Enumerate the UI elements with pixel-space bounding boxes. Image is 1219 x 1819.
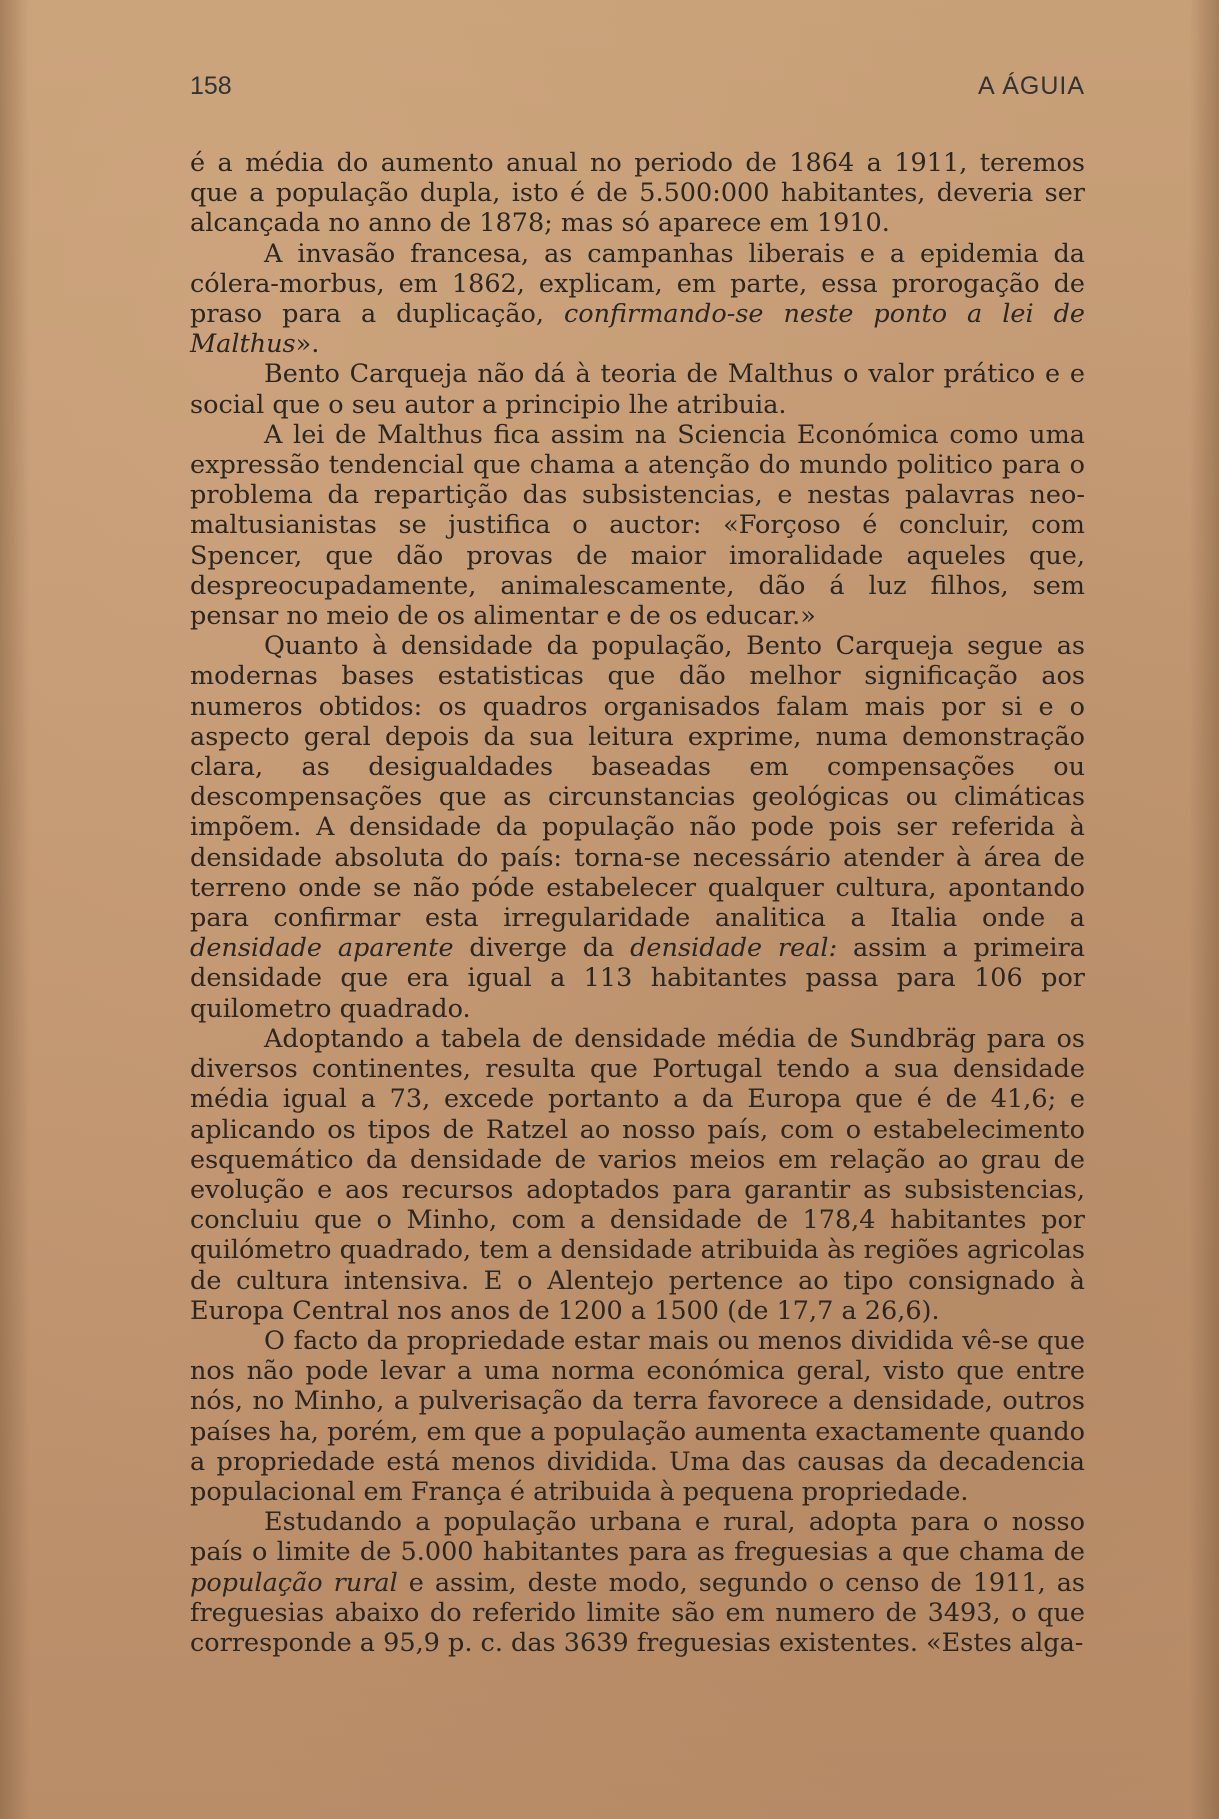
italic-segment: população rural [190, 1567, 398, 1598]
italic-segment: densidade aparente [190, 933, 454, 964]
text-segment: diverge da [453, 933, 631, 964]
paragraph [190, 1024, 1085, 1326]
text-segment: Bento Carqueja não dá à teoria de Malthus o valor prático e e social que o seu autor a principio lhe atribuia. [190, 359, 1085, 420]
page-number: 158 [190, 72, 232, 100]
text-segment: assim a primeira densidade que era igual a 113 habitantes passa para 106 por quilometro quadrado. [190, 933, 1085, 1024]
text-segment: Quanto à densidade da população, Bento Carqueja segue as modernas bases estatisticas que dão melhor significação aos numeros obtidos: os quadros organisados falam mais por si e o aspecto geral depois da sua leitura exprime, numa demonstração clara, as desigualdades baseadas em compensações ou descompensações que as circunstancias geológicas ou climáticas impõem. A densidade da população não pode pois ser referida à densidade absoluta do país: torna-se necessário atender à área de terreno onde se não póde estabelecer qualquer cultura, apontando para confirmar esta irregularidade analitica a Italia onde a [190, 631, 1085, 934]
paragraph [190, 148, 1085, 239]
scan-edge-left [0, 0, 30, 1819]
body-text [190, 148, 1085, 1658]
paragraph [190, 1326, 1085, 1507]
text-segment: A invasão francesa, as campanhas liberais e a epidemia da cólera-morbus, em 1862, explicam, em parte, essa prorogação de praso para a duplicação, [190, 238, 1085, 330]
text-segment: e assim, deste modo, segundo o censo de 1911, as freguesias abaixo do referido limite são em numero de 3493, o que corresponde a 95,9 p. c. das 3639 freguesias existentes. «Estes alga- [190, 1567, 1085, 1658]
paragraph [190, 631, 1085, 1024]
italic-segment: densidade real: [630, 933, 838, 964]
italic-segment: confirmando-se neste ponto a lei de Malthus [190, 299, 1085, 360]
text-segment: Estudando a população urbana e rural, adopta para o nosso país o limite de 5.000 habitantes para as freguesias a que chama de [190, 1507, 1085, 1568]
paragraph [190, 420, 1085, 631]
page-header [190, 72, 1085, 106]
paragraph [190, 239, 1085, 360]
paragraph [190, 1507, 1085, 1658]
text-segment: Adoptando a tabela de densidade média de Sundbräg para os diversos continentes, resulta que Portugal tendo a sua densidade média igual a 73, excede portanto a da Europa que é de 41,6; e aplicando os tipos de Ratzel ao nosso país, com o estabelecimento esquemático da densidade de varios meios em relação ao grau de evolução e aos recursos adoptados para garantir as subsistencias, concluiu que o Minho, com a densidade de 178,4 habitantes por quilómetro quadrado, tem a densidade atribuida às regiões agricolas de cultura intensiva. E o Alentejo pertence ao tipo consignado à Europa Central nos anos de 1200 a 1500 (de 17,7 a 26,6). [190, 1023, 1085, 1326]
running-title: A ÁGUIA [977, 72, 1085, 100]
scan-edge-right [1189, 0, 1219, 1819]
text-segment: A lei de Malthus fica assim na Sciencia Económica como uma expressão tendencial que chama a atenção do mundo politico para o problema da repartição das subsistencias, e nestas palavras neo-maltusianistas se justifica o auctor: «Forçoso é concluir, com Spencer, que dão provas de maior imoralidade aqueles que, despreocupadamente, animalescamente, dão á luz filhos, sem pensar no meio de os alimentar e de os educar.» [190, 419, 1085, 632]
text-segment: é a média do aumento anual no periodo de 1864 a 1911, teremos que a população dupla, isto é de 5.500:000 habitantes, deveria ser alcançada no anno de 1878; mas só aparece em 1910. [190, 148, 1085, 239]
paragraph [190, 359, 1085, 419]
text-segment: O facto da propriedade estar mais ou menos dividida vê-se que nos não pode levar a uma norma económica geral, visto que entre nós, no Minho, a pulverisação da terra favorece a densidade, outros países ha, porém, em que a população aumenta exactamente quando a propriedade está menos dividida. Uma das causas da decadencia populacional em França é atribuida à pequena propriedade. [190, 1325, 1085, 1507]
text-segment: ». [295, 329, 320, 360]
